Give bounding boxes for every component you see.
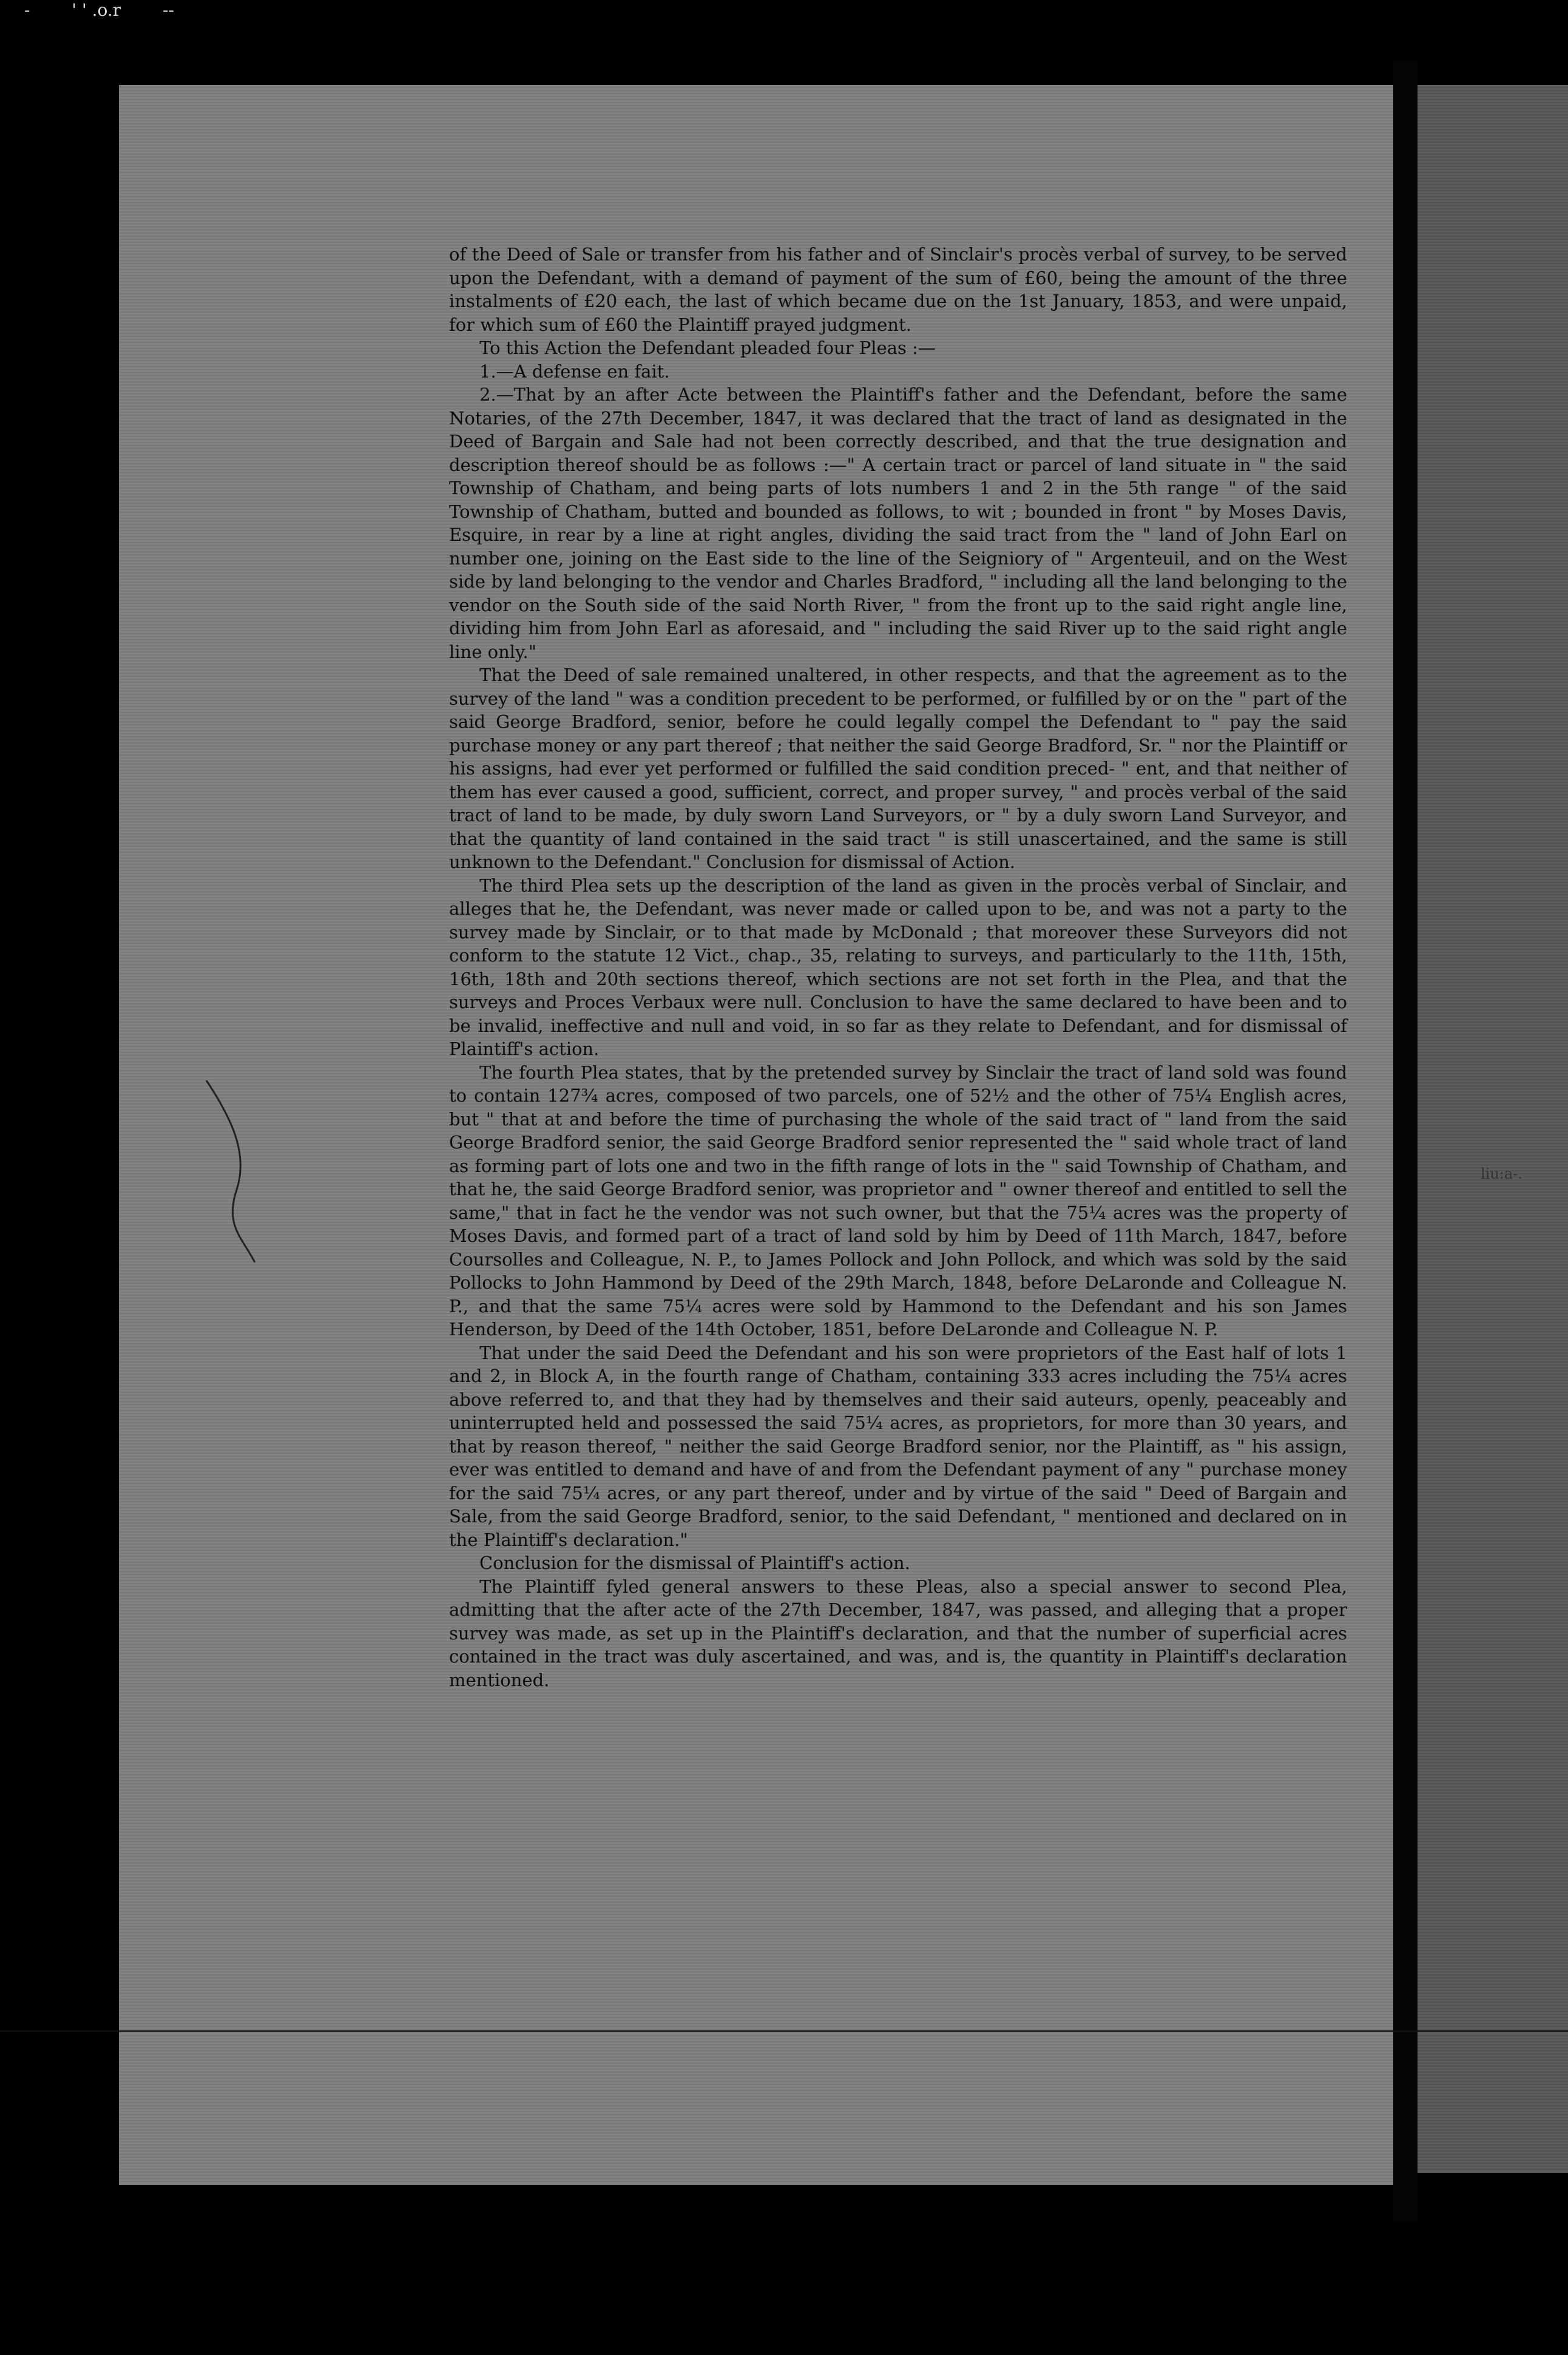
- binding-gutter: [1393, 61, 1418, 2221]
- adjacent-page-edge: [1418, 85, 1568, 2173]
- scan-artifact-line: [0, 2030, 1568, 2032]
- paragraph: 2.—That by an after Acte between the Plaintiff's father and the Defendant, before the same Notaries, of the 27th December, 1847, it was declared that the tract of land as designated in the Deed of Bargain and Sale had not been correctly described, and that the true designation and description thereof should be as follows :—" A certain tract or parcel of land situate in " the said Township of Chatham, and being parts of lots numbers 1 and 2 in the 5th range " of the said Township of Chatham, butted and bounded as follows, to wit ; bounded in front " by Moses Davis, Esquire, in rear by a line at right angles, dividing the said tract from the " land of John Earl on number one, joining on the East side to the line of the Seigniory of " Argenteuil, and on the West side by land belonging to the vendor and Charles Bradford, " including all the land belonging to the vendor on the South side of the said North River, " from the front up to the said right angle line, dividing him from John Earl as aforesaid, and " including the said River up to the said right angle line only.": [449, 384, 1347, 662]
- paragraph: Conclusion for the dismissal of Plaintiff's action.: [479, 1553, 910, 1573]
- top-margin-marks: [24, 0, 388, 36]
- top-mark: --: [163, 0, 174, 20]
- paragraph: 1.—A defense en fait.: [479, 361, 670, 382]
- paragraph: The fourth Plea states, that by the pretended survey by Sinclair the tract of land sold was found to contain 127¾ acres, composed of two parcels, one of 52½ and the other of 75¼ English acres, but " that at and before the time of purchasing the whole of the said tract of " land from the said George Bradford senior, the said George Bradford senior represented the " said whole tract of land as forming part of lots one and two in the fifth range of lots in the " said Township of Chatham, and that he, the said George Bradford senior, was proprietor and " owner thereof and entitled to sell the same," that in fact he the vendor was not such owner, but that the 75¼ acres was the property of Moses Davis, and formed part of a tract of land sold by him by Deed of 11th March, 1847, before Coursolles and Colleague, N. P., to James Pollock and John Pollock, and which was sold by the said Pollocks to John Hammond by Deed of the 29th March, 1848, before DeLaronde and Colleague N. P., and that the same 75¼ acres were sold by Hammond to the Defendant and his son James Henderson, by Deed of the 14th October, 1851, before DeLaronde and Colleague N. P.: [449, 1062, 1347, 1340]
- paragraph: The third Plea sets up the description of the land as given in the procès verbal of Sinclair, and alleges that he, the Defendant, was never made or called upon to be, and was not a party to the survey made by Sinclair, or to that made by McDonald ; that moreover these Surveyors did not conform to the statute 12 Vict., chap., 35, relating to surveys, and particularly to the 11th, 15th, 16th, 18th and 20th sections thereof, which sections are not set forth in the Plea, and that the surveys and Proces Verbaux were null. Conclusion to have the same declared to have been and to be invalid, ineffective and null and void, in so far as they relate to Defendant, and for dismissal of Plaintiff's action.: [449, 875, 1347, 1059]
- top-mark: ' ' .o.r: [72, 0, 121, 20]
- paragraph: of the Deed of Sale or transfer from his father and of Sinclair's procès verbal of survey, to be served upon the Defendant, with a demand of payment of the sum of £60, being the amount of the three instalments of £20 each, the last of which became due on the 1st January, 1853, and were unpaid, for which sum of £60 the Plaintiff prayed judgment.: [449, 244, 1347, 335]
- adjacent-page-mark: liu:a-.: [1481, 1165, 1522, 1182]
- document-body: [449, 243, 1347, 1692]
- pencil-mark-icon: [194, 1080, 267, 1262]
- paragraph: That under the said Deed the Defendant and his son were proprietors of the East half of lots 1 and 2, in Block A, in the fourth range of Chatham, containing 333 acres including the 75¼ acres above referred to, and that they had by themselves and their said auteurs, openly, peaceably and uninterrupted held and possessed the said 75¼ acres, as proprietors, for more than 30 years, and that by reason thereof, " neither the said George Bradford senior, nor the Plaintiff, as " his assign, ever was entitled to demand and have of and from the Defendant payment of any " purchase money for the said 75¼ acres, or any part thereof, under and by virtue of the said " Deed of Bargain and Sale, from the said George Bradford, senior, to the said Defendant, " mentioned and declared on in the Plaintiff's declaration.": [449, 1342, 1347, 1550]
- paragraph: That the Deed of sale remained unaltered, in other respects, and that the agreement as to the survey of the land " was a condition precedent to be performed, or fulfilled by or on the " part of the said George Bradford, senior, before he could legally compel the Defendant to " pay the said purchase money or any part thereof ; that neither the said George Bradford, Sr. " nor the Plaintiff or his assigns, had ever yet performed or fulfilled the said condition preced- " ent, and that neither of them has ever caused a good, sufficient, correct, and proper survey, " and procès verbal of the said tract of land to be made, by duly sworn Land Surveyors, or " by a duly sworn Land Surveyor, and that the quantity of land contained in the said tract " is still unascertained, and the same is still unknown to the Defendant." Conclusion for dismissal of Action.: [449, 665, 1347, 872]
- top-mark: -: [24, 0, 30, 20]
- paragraph: The Plaintiff fyled general answers to these Pleas, also a special answer to second Plea, admitting that the after acte of the 27th December, 1847, was passed, and alleging that a proper survey was made, as set up in the Plaintiff's declaration, and that the number of superficial acres contained in the tract was duly ascertained, and was, and is, the quantity in Plaintiff's declaration mentioned.: [449, 1576, 1347, 1690]
- paragraph: To this Action the Defendant pleaded four Pleas :—: [479, 337, 936, 358]
